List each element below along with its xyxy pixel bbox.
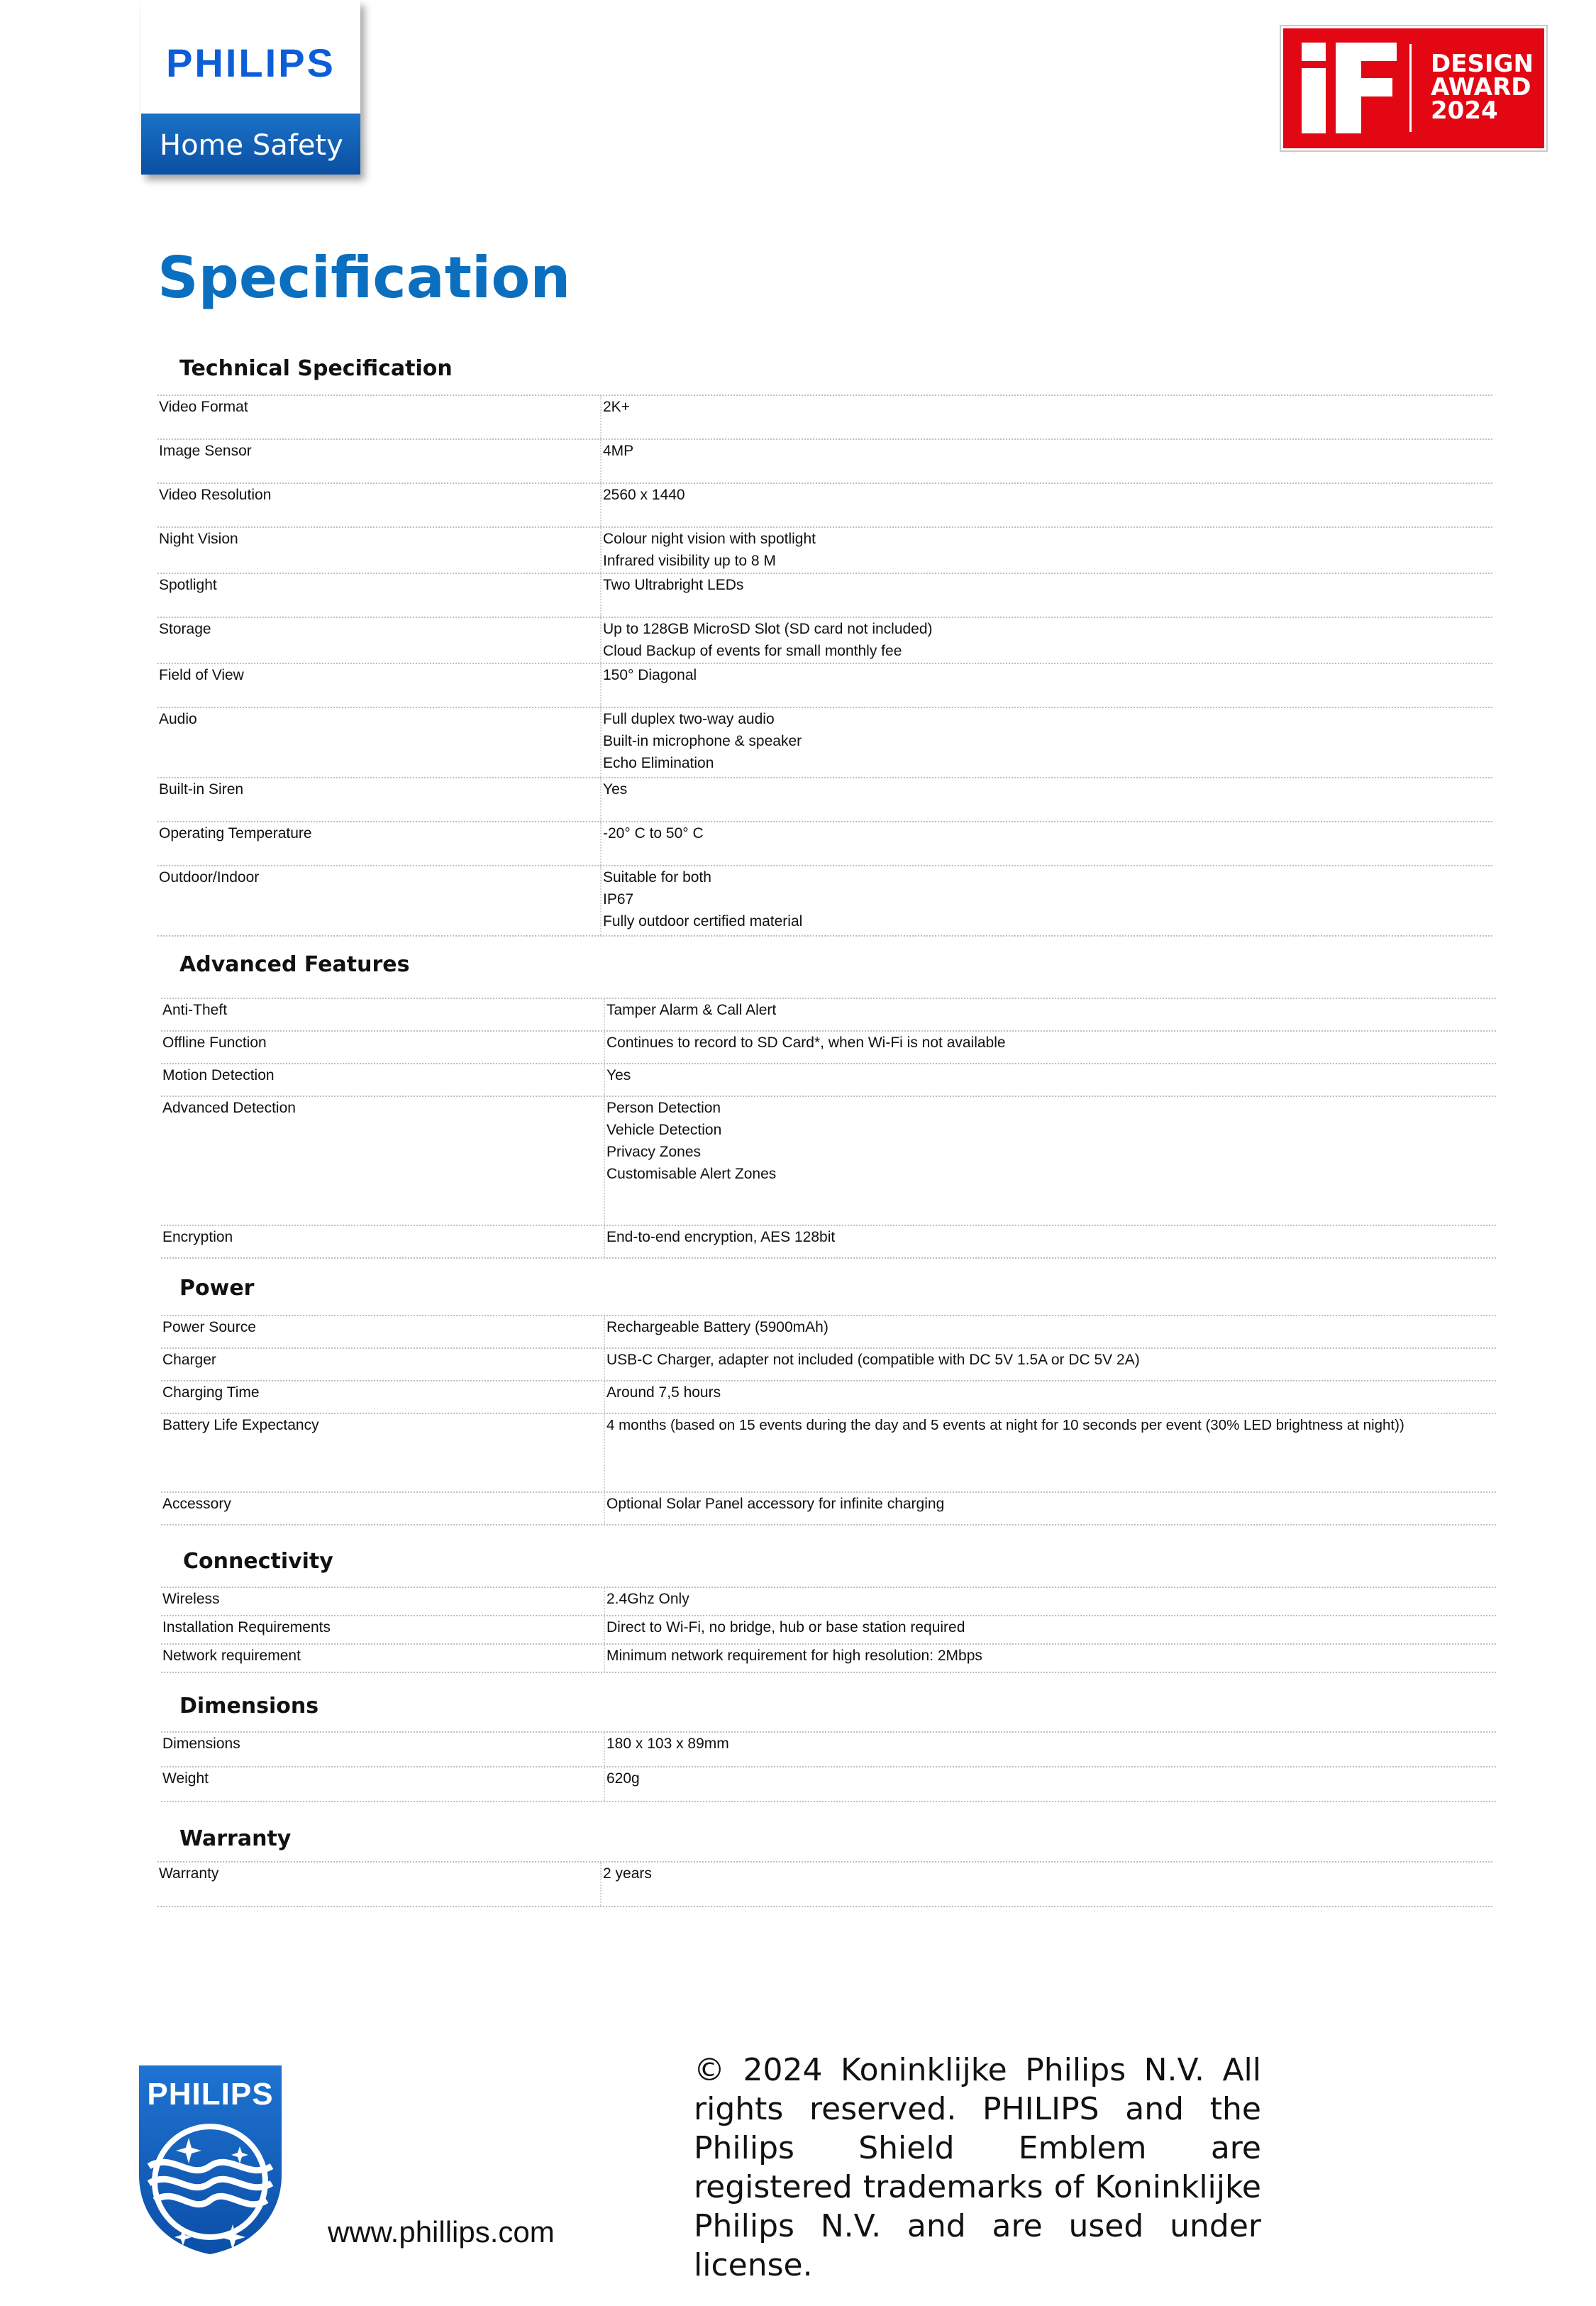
value-line: Privacy Zones [606,1144,702,1160]
table-row [161,1616,1496,1645]
section-title-dimensions: Dimensions [179,1694,319,1719]
award-line-1: DESIGN [1431,50,1534,78]
row-value: Rechargeable Battery (5900mAh) [604,1316,829,1347]
table-row [161,1064,1496,1097]
row-label: Dimensions [162,1736,240,1752]
brand-subtitle: Home Safety [160,129,343,162]
table-row [157,664,1492,708]
row-value [600,618,933,663]
row-value: 4MP [600,440,633,482]
row-value: Direct to Wi-Fi, no bridge, hub or base station required [604,1616,965,1643]
row-value: 2.4Ghz Only [604,1588,689,1615]
advanced-features-table [161,998,1496,1259]
page-title: Specification [157,245,571,311]
value-line: Person Detection [606,1100,721,1116]
section-title-power: Power [179,1276,255,1301]
philips-home-safety-logo [141,0,360,175]
row-label: Image Sensor [159,443,252,459]
if-design-award-badge [1281,26,1546,150]
table-row [161,1767,1496,1802]
table-row [161,1414,1496,1493]
table-row [161,1316,1496,1349]
award-line-3: 2024 [1431,96,1498,125]
row-value [604,1097,776,1225]
table-row [157,708,1492,778]
row-label: Accessory [162,1496,231,1512]
row-value: End-to-end encryption, AES 128bit [604,1226,835,1257]
website-link[interactable]: www.phillips.com [328,2215,555,2249]
row-value: Continues to record to SD Card*, when Wi-Fi is not available [604,1032,1006,1063]
section-title-advanced: Advanced Features [179,952,410,977]
row-value: 150° Diagonal [600,664,697,707]
if-logo-icon [1295,38,1401,138]
row-label: Wireless [162,1591,220,1607]
row-label: Video Format [159,399,248,415]
section-title-connectivity: Connectivity [183,1549,333,1574]
power-table [161,1315,1496,1526]
technical-spec-table [157,395,1492,937]
row-label: Storage [159,621,211,637]
value-line: Up to 128GB MicroSD Slot (SD card not included) [603,621,933,637]
value-line: Echo Elimination [603,755,714,771]
row-label: Weight [162,1770,209,1787]
row-label: Video Resolution [159,487,272,503]
row-value [600,528,816,573]
row-label: Encryption [162,1229,233,1245]
row-label: Charging Time [162,1384,260,1401]
table-row [157,484,1492,528]
section-title-warranty: Warranty [179,1826,292,1851]
table-row [161,1226,1496,1259]
value-line: Full duplex two-way audio [603,711,775,727]
row-label: Charger [162,1352,216,1368]
row-value: Yes [604,1064,631,1096]
shield-brand-name: PHILIPS [147,2077,274,2112]
row-label: Network requirement [162,1648,301,1664]
row-value: 2560 x 1440 [600,484,685,526]
row-value: Around 7,5 hours [604,1381,721,1413]
row-label: Power Source [162,1319,256,1335]
row-label: Night Vision [159,531,238,547]
row-value: Tamper Alarm & Call Alert [604,999,776,1030]
row-value: 620g [604,1767,640,1801]
row-label: Battery Life Expectancy [162,1417,319,1433]
row-value [600,708,802,777]
table-row [161,1733,1496,1767]
table-row [157,866,1492,937]
warranty-table [157,1861,1492,1907]
value-line: Colour night vision with spotlight [603,531,816,547]
table-row [161,1381,1496,1414]
table-row [157,1863,1492,1907]
dimensions-table [161,1731,1496,1802]
row-value: -20° C to 50° C [600,822,704,865]
row-label: Operating Temperature [159,825,312,842]
table-row [157,440,1492,484]
connectivity-table [161,1587,1496,1673]
row-label: Outdoor/Indoor [159,869,260,886]
row-label: Spotlight [159,577,217,593]
copyright-notice: © 2024 Koninklijke Philips N.V. All rights reserved. PHILIPS and the Philips Shield Emblem are registered trademarks of Koninklijke Philips N.V. and are used under license. [694,2052,1261,2283]
table-row [161,1032,1496,1064]
value-line: Fully outdoor certified material [603,913,803,929]
row-value: 2 years [600,1863,652,1906]
row-label: Advanced Detection [162,1100,296,1116]
award-line-2: AWARD [1431,73,1531,101]
row-value [600,866,802,935]
table-row [161,1493,1496,1526]
table-row [157,396,1492,440]
philips-shield-logo [133,2061,287,2256]
brand-name: PHILIPS [166,40,336,85]
table-row [161,1349,1496,1381]
row-label: Installation Requirements [162,1619,331,1635]
value-line: Cloud Backup of events for small monthly fee [603,643,902,659]
value-line: Built-in microphone & speaker [603,733,802,749]
row-label: Anti-Theft [162,1002,228,1018]
value-line: IP67 [603,891,634,907]
table-row [161,1097,1496,1226]
row-label: Offline Function [162,1035,267,1051]
value-line: Customisable Alert Zones [606,1166,777,1182]
row-label: Built-in Siren [159,781,244,798]
row-value: USB-C Charger, adapter not included (compatible with DC 5V 1.5A or DC 5V 2A) [604,1349,1140,1380]
table-row [161,1645,1496,1673]
table-row [157,618,1492,664]
row-label: Audio [159,711,197,727]
value-line: Infrared visibility up to 8 M [603,553,776,569]
row-label: Warranty [159,1865,219,1882]
row-value: Two Ultrabright LEDs [600,574,743,617]
value-line: Suitable for both [603,869,711,886]
table-row [157,528,1492,574]
row-value: 4 months (based on 15 events during the day and 5 events at night for 10 seconds per event (30% LED brightness at night)) [604,1414,1404,1491]
value-line: Vehicle Detection [606,1122,722,1138]
table-row [161,999,1496,1032]
table-row [161,1588,1496,1616]
row-value: Minimum network requirement for high resolution: 2Mbps [604,1645,982,1672]
row-value: Optional Solar Panel accessory for infinite charging [604,1493,944,1524]
row-label: Motion Detection [162,1067,275,1083]
table-row [157,778,1492,822]
table-row [157,574,1492,618]
table-row [157,822,1492,866]
row-value: 180 x 103 x 89mm [604,1733,729,1766]
row-value: 2K+ [600,396,630,438]
row-value: Yes [600,778,627,821]
section-title-technical: Technical Specification [179,356,453,381]
row-label: Field of View [159,667,244,683]
